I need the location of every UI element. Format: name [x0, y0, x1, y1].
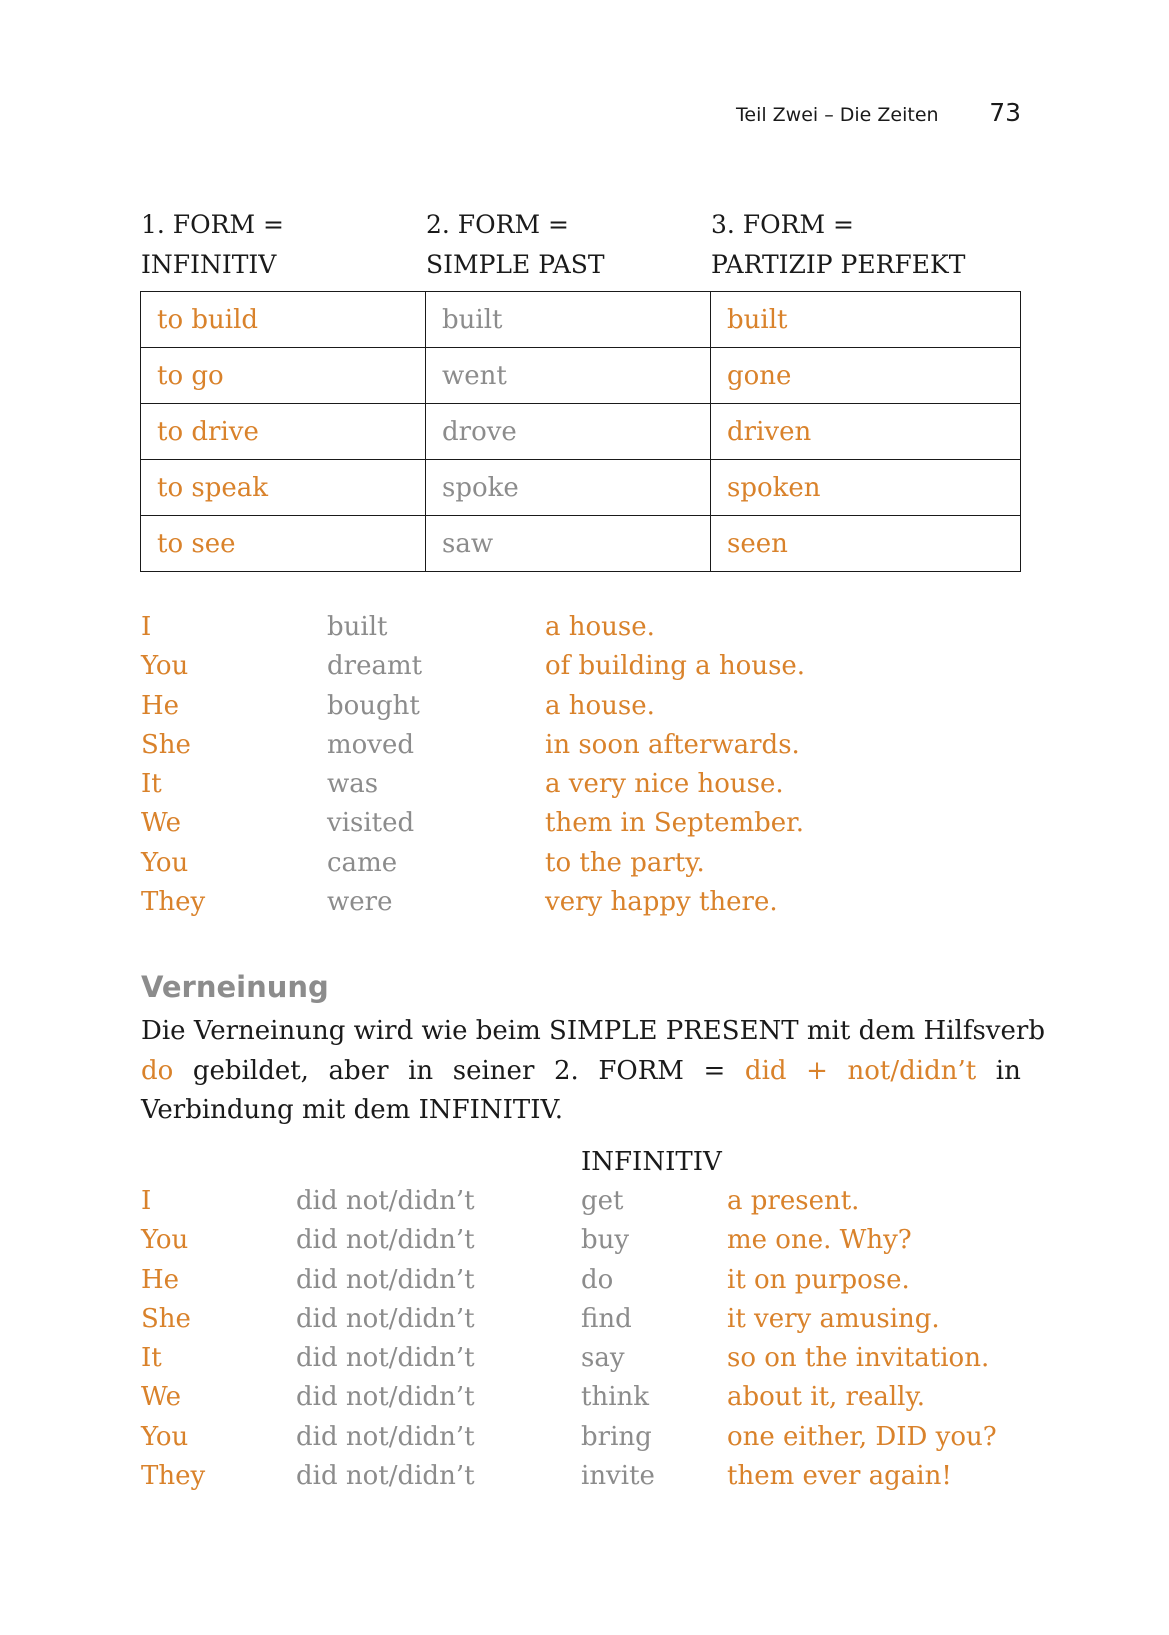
example-row [141, 844, 1021, 883]
complement: it on purpose. [727, 1264, 910, 1295]
auxiliary: did not/didn’t [296, 1303, 475, 1334]
subject: They [141, 887, 206, 918]
table-row [141, 348, 1021, 404]
chapter-title: Teil Zwei – Die Zeiten [736, 104, 939, 126]
table-row [141, 292, 1021, 348]
example-row [141, 1300, 1021, 1339]
example-row [141, 883, 1021, 922]
form-heading-line: 1. FORM = [141, 210, 284, 239]
subject: I [141, 612, 152, 642]
auxiliary: did not/didn’t [296, 1264, 475, 1295]
word: + [806, 1055, 828, 1086]
form-heading-line: INFINITIV [141, 250, 277, 279]
example-row [141, 608, 1021, 647]
example-row [141, 726, 1021, 765]
complement: them in September. [545, 808, 805, 839]
word: in [408, 1055, 434, 1086]
subject: We [141, 808, 181, 839]
participle-cell: built [711, 292, 1021, 348]
infinitive: bring [581, 1421, 652, 1452]
simple-past-cell: drove [426, 404, 711, 460]
word: seiner [452, 1055, 535, 1086]
infinitive-cell: to speak [141, 460, 426, 516]
infinitive: find [581, 1303, 632, 1334]
form-heading-line: 2. FORM = [426, 210, 569, 239]
infinitive-cell: to see [141, 516, 426, 572]
complement: a very nice house. [545, 769, 784, 800]
form-heading-1 [141, 205, 284, 285]
infinitive: buy [581, 1225, 630, 1256]
word: 2. [553, 1055, 579, 1086]
example-row [141, 1339, 1021, 1378]
auxiliary: did not/didn’t [296, 1343, 475, 1374]
example-row [141, 1457, 1021, 1496]
running-header [736, 98, 1021, 132]
auxiliary: did not/didn’t [296, 1225, 475, 1256]
verb: moved [327, 729, 415, 760]
section-heading: Verneinung [141, 970, 329, 1004]
example-row [141, 1378, 1021, 1417]
participle-cell: driven [711, 404, 1021, 460]
simple-past-cell: spoke [426, 460, 711, 516]
simple-past-cell: went [426, 348, 711, 404]
verb: bought [327, 690, 420, 721]
verb: visited [327, 808, 415, 839]
complement: me one. Why? [727, 1225, 912, 1256]
subject: He [141, 1264, 180, 1295]
table-row [141, 404, 1021, 460]
example-row [141, 647, 1021, 686]
infinitiv-column-label: INFINITIV [581, 1147, 722, 1177]
simple-past-cell: built [426, 292, 711, 348]
infinitive: do [581, 1264, 614, 1295]
infinitive-cell: to go [141, 348, 426, 404]
form-heading-2 [426, 205, 605, 285]
word: FORM [598, 1055, 684, 1086]
subject: She [141, 729, 191, 760]
word: aber [328, 1055, 389, 1086]
complement: a present. [727, 1186, 860, 1216]
subject: You [141, 651, 189, 682]
example-row [141, 804, 1021, 843]
form-column-headings [141, 205, 1021, 285]
complement: it very amusing. [727, 1303, 940, 1334]
simple-past-cell: saw [426, 516, 711, 572]
paragraph-line [141, 1052, 1021, 1092]
paragraph-line: Verbindung mit dem INFINITIV. [141, 1095, 564, 1125]
subject: We [141, 1382, 181, 1413]
example-row [141, 1261, 1021, 1300]
complement: a house. [545, 612, 655, 642]
auxiliary: did not/didn’t [296, 1186, 475, 1216]
subject: You [141, 1421, 189, 1452]
word: gebildet, [192, 1055, 309, 1086]
subject: You [141, 847, 189, 878]
example-row [141, 1418, 1021, 1457]
example-row [141, 1221, 1021, 1260]
word: not/didn’t [847, 1055, 977, 1086]
infinitive-cell: to build [141, 292, 426, 348]
subject: It [141, 769, 162, 800]
infinitive: get [581, 1186, 624, 1216]
complement: very happy there. [545, 887, 778, 918]
complement: so on the invitation. [727, 1343, 990, 1374]
paragraph-line: Die Verneinung wird wie beim SIMPLE PRESENT mit dem Hilfsverb [141, 1016, 1045, 1046]
subject: They [141, 1461, 206, 1492]
form-heading-line: 3. FORM = [711, 210, 854, 239]
complement: a house. [545, 690, 655, 721]
auxiliary: did not/didn’t [296, 1421, 475, 1452]
verb: was [327, 769, 379, 800]
infinitive: say [581, 1343, 625, 1374]
word: in [995, 1055, 1021, 1086]
example-row [141, 1182, 1021, 1221]
participle-cell: spoken [711, 460, 1021, 516]
form-heading-3 [711, 205, 965, 285]
table-row [141, 516, 1021, 572]
form-heading-line: PARTIZIP PERFEKT [711, 250, 966, 279]
example-row [141, 765, 1021, 804]
negation-paragraph [141, 1012, 1045, 1131]
subject: She [141, 1303, 191, 1334]
complement: of building a house. [545, 651, 806, 682]
word: do [141, 1055, 174, 1086]
negation-examples [141, 1182, 1021, 1496]
auxiliary: did not/didn’t [296, 1461, 475, 1492]
complement: one either, DID you? [727, 1421, 997, 1452]
page-number: 73 [989, 98, 1021, 127]
form-heading-line: SIMPLE PAST [426, 250, 605, 279]
infinitive: think [581, 1382, 650, 1413]
past-examples [141, 608, 1021, 922]
complement: to the party. [545, 847, 705, 878]
complement: in soon afterwards. [545, 729, 800, 760]
verb: came [327, 847, 398, 878]
subject: He [141, 690, 180, 721]
complement: about it, really. [727, 1382, 925, 1413]
complement: them ever again! [727, 1461, 952, 1492]
example-row [141, 687, 1021, 726]
infinitive-cell: to drive [141, 404, 426, 460]
word: did [744, 1055, 787, 1086]
participle-cell: gone [711, 348, 1021, 404]
verb: dreamt [327, 651, 423, 682]
verb: were [327, 887, 393, 918]
verb-forms-table [140, 291, 1021, 572]
auxiliary: did not/didn’t [296, 1382, 475, 1413]
verb: built [327, 612, 388, 642]
subject: You [141, 1225, 189, 1256]
subject: I [141, 1186, 152, 1216]
infinitive: invite [581, 1461, 655, 1492]
table-row [141, 460, 1021, 516]
word: = [703, 1055, 726, 1086]
participle-cell: seen [711, 516, 1021, 572]
subject: It [141, 1343, 162, 1374]
